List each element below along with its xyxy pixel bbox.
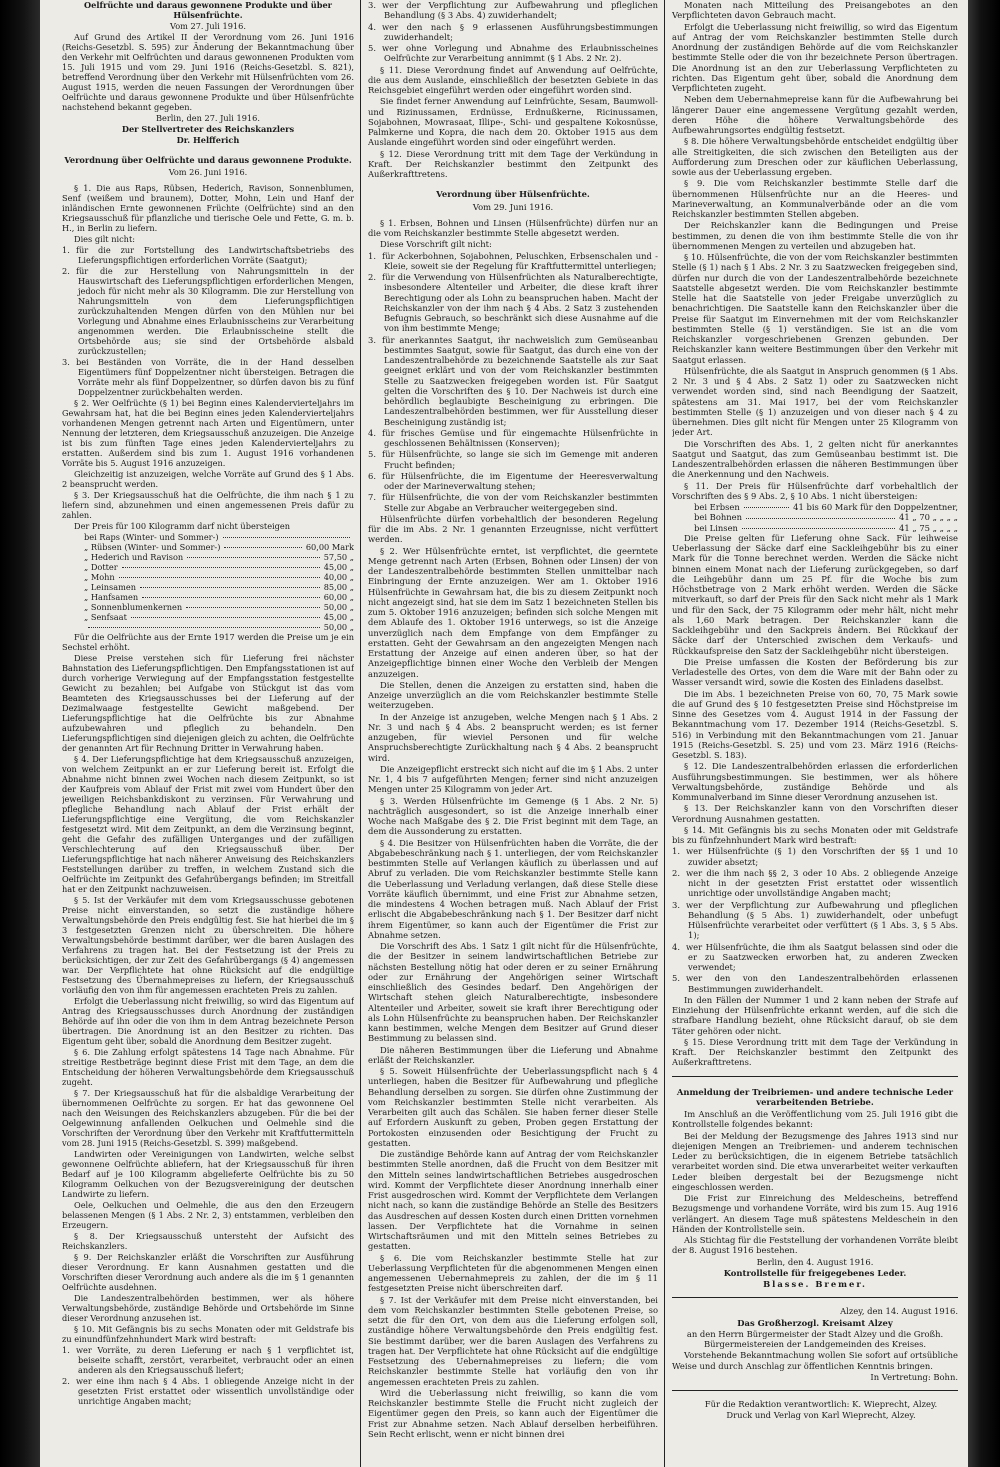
signer-name: Dr. Helfferich: [176, 135, 240, 145]
list-item: 2. für die zur Herstellung von Nahrungsmitteln in der Hauswirtschaft des Lieferungspflichtigen erforderlichen Mengen, jedoch für nicht mehr als 30 Kilogramm. Die zur Herstellung von Nahrungsmitteln von dem Lieferungspflichtigen zurückzuhaltenden Mengen dürfen von den Mühlen nur bei Vorlegung und Abnahme eines Erlaubnisscheins zur Verarbeitung angenommen werden. Die Erlaubnisscheine stellt die Ortsbehörde aus; sie sind der Ortsbehörde alsbald zurückzustellen;: [62, 266, 354, 356]
notice-title: Anmeldung der Treibriemen- und andere technische Leder verarbeitenden Betriebe.: [676, 1086, 954, 1107]
section-2-para: Die Stellen, denen die Anzeigen zu erstatten sind, haben die Anzeige unverzüglich an die vom Reichskanzler bestimmte Stelle weiterzugeben.: [368, 679, 658, 711]
section-1: § 1. Die aus Raps, Rübsen, Hederich, Ravison, Sonnenblumen, Senf (weißem und braunem), Dotter, Mohn, Lein und Hanf der inländischen Ernte gewonnenen Früchte (Oelfrüchte) sind an den Kriegsausschuß für pflanzliche und tierische Oele und Fette, G. m. b. H., in Berlin zu liefern.: [62, 183, 354, 233]
section-2-para: Die Anzeigepflicht erstreckt sich nicht auf die im § 1 Abs. 2 unter Nr. 1, 4 bis 7 aufgeführten Mengen; ferner sind nicht anzuzeigen Mengen unter 25 Kilogramm von jeder Art.: [368, 763, 658, 795]
price-row: „ Rübsen (Winter- und Sommer-) 60,00 Mark: [84, 542, 354, 552]
section-2: § 2. Wer Hülsenfrüchte erntet, ist verpflichtet, die geerntete Menge getrennt nach Arten (Erbsen, Bohnen oder Linsen) der von der Landeszentralbehörde bestimmten Stellen unmittelbar nach Einbringung der Ernte anzuzeigen. Wer am 1. Oktober 1916 Hülsenfrüchte in Gewahrsam hat, die bis zu diesem Zeitpunkt noch nicht angezeigt sind, hat sie dem im Satz 1 bezeichneten Stellen bis zum 5. Oktober 1916 anzuzeigen; befinden sich solche Mengen mit dem Ablaufe des 1. Oktober 1916 unterwegs, so ist die Anzeige unverzüglich nach dem Empfange von dem Empfänger zu erstatten. Geht der Gewahrsam an den angezeigten Mengen nach Erstattung der Anzeige auf einen anderen über, so hat der Anzeigepflichtige binnen einer Woche den Verbleib der Mengen anzuzeigen.: [368, 545, 658, 679]
list-item: 2. wer eine ihm nach § 4 Abs. 1 obliegende Anzeige nicht in der gesetzten Frist erstattet oder wissentlich unvollständige oder unrichtige Angaben macht;: [62, 1376, 354, 1406]
page-edge-right: [968, 0, 1000, 1467]
section-10: § 10. Hülsenfrüchte, die von der vom Reichskanzler bestimmten Stelle (§ 1) nach § 1 Abs. 2 Nr. 3 zu Saatzwecken freigegeben sind, dürfen nur durch die von der Landeszentralbehörde bezeichnete Saatstelle abgesetzt werden. Die vom Reichskanzler bestimmte Stelle hat die Saatstelle von jeder Freigabe unverzüglich zu benachrichtigen. Die Saatstelle kann den Reichskanzler über die Preise für Saatgut im Einvernehmen mit der vom Reichskanzler bestimmten Stelle (§ 1) verständigen. Sie ist an die vom Reichskanzler vorgeschriebenen Grenzen gebunden. Der Reichskanzler kann weitere Bestimmungen über den Verkehr mit Saatgut erlassen.: [672, 252, 958, 365]
column-rule: [664, 0, 665, 1467]
list-item: 1. für Ackerbohnen, Sojabohnen, Peluschken, Erbsenschalen und -Kleie, soweit sie der Regelung für Kraftfuttermittel unterliegen;: [368, 250, 658, 271]
paragraph: Erfolgt die Ueberlassung nicht freiwillig, so wird das Eigentum auf Antrag der vom Reichskanzler bestimmten Stelle durch Anordnung der zuständigen Behörde auf die vom Reichskanzler bestimmte Stelle oder die von ihr bezeichnete Person übertragen. Die Anordnung ist an den zur Ueberlassung Verpflichteten zu richten. Das Eigentum geht über, sobald die Anordnung dem Verpflichteten zugeht.: [672, 21, 958, 93]
section-5-para: Erfolgt die Ueberlassung nicht freiwillig, so wird das Eigentum auf Antrag des Kriegsausschusses durch Anordnung der zuständigen Behörde auf ihn oder die von ihm in dem Antrag bezeichnete Person übertragen. Die Anordnung ist an den Besitzer zu richten. Das Eigentum geht über, sobald die Anordnung dem Besitzer zugeht.: [62, 996, 354, 1046]
section-6: § 6. Die vom Reichskanzler bestimmte Stelle hat zur Ueberlassung Verpflichteten für die abgenommenen Mengen einen angemessenen Uebernahmepreis zu zahlen, der die im § 11 festgesetzten Preise nicht überschreiten darf.: [368, 1252, 658, 1294]
signer-title: Der Stellvertreter des Reichskanzlers: [121, 124, 295, 134]
section-2: § 2. Wer Oelfrüchte (§ 1) bei Beginn eines Kalendervierteljahrs im Gewahrsam hat, hat die bei Beginn eines jeden Kalendervierteljahrs vorhandenen Mengen getrennt nach Arten und Eigentümern, unter Nennung der letzteren, dem Kriegsausschuß anzuzeigen. Die Anzeige ist bis zum fünften Tage eines jeden Kalendervierteljahrs zu erstatten. Außerdem sind bis zum 1. August 1916 vorhandenen Vorräte bis 5. August 1916 anzuzeigen.: [62, 398, 354, 468]
section-2-para: In der Anzeige ist anzugeben, welche Mengen nach § 1 Abs. 2 Nr. 3 und nach § 4 Abs. 2 beansprucht werden; es ist ferner anzugeben, für wieviel Personen und für welche Anspruchsberechtigte Zurückhaltung nach § 4 Abs. 2 beansprucht wird.: [368, 711, 658, 763]
list-item: 3. für anerkanntes Saatgut, ihr nachweislich zum Gemüseanbau bestimmtes Saatgut, sowie für Saatgut, das durch eine von der Landeszentralbehörde zu bezeichnende Saatstelle als zur Saat geeignet erklärt und von der vom Reichskanzler bestimmten Stelle zu Saatzwecken freigegeben worden ist. Für Saatgut gelten die Vorschriften des § 10. Der Nachweis ist durch eine behördlich beglaubigte Bescheinigung zu erbringen. Die Landeszentralbehörden bestimmen, wer für Ausstellung dieser Bescheinigung zuständig ist;: [368, 334, 658, 427]
section-12: § 12. Die Landeszentralbehörden erlassen die erforderlichen Ausführungsbestimmungen. Sie bestimmen, wer als höhere Verwaltungsbehörde, zuständige Behörde und als Kommunalverband im Sinne dieser Verordnung anzusehen ist.: [672, 761, 958, 802]
price-row: „ Senfsaat 45,00 „: [84, 612, 354, 622]
ordinance-title: Verordnung über Hülsenfrüchte.: [436, 189, 590, 200]
ordinance-date: Vom 29. Juni 1916.: [472, 201, 554, 212]
price-row: bei Linsen 41 „ 75 „ „ „ „: [694, 522, 958, 533]
section-11-para: Sie findet ferner Anwendung auf Leinfrüchte, Sesam, Baumwoll- und Rizinussamen, Erdnüsse, Erdnußkerne, Ricinussamen, Sojabohnen, Mowrasaat, Illipe-, Schi- und gespaltene Kokosnüsse, Palmkerne und Kopra, die nach dem 20. Oktober 1915 aus dem Auslande eingeführt worden sind oder eingeführt werden.: [368, 96, 658, 148]
section-14: § 14. Mit Gefängnis bis zu sechs Monaten oder mit Geldstrafe bis zu fünfzehnhundert Mark wird bestraft:: [672, 824, 958, 845]
price-row: bei Bohnen 41 „ 70 „ „ „ „: [694, 512, 958, 523]
notice-paragraph: Im Anschluß an die Veröffentlichung vom 25. Juli 1916 gibt die Kontrollstelle folgendes bekannt:: [672, 1109, 958, 1130]
price-row: „ Sonnenblumenkernen 50,00 „: [84, 602, 354, 612]
section-2-note: Gleichzeitig ist anzuzeigen, welche Vorräte auf Grund des § 1 Abs. 2 beansprucht werden.: [62, 469, 354, 489]
section-7-para: Oele, Oelkuchen und Oelmehle, die aus den den Erzeugern belassenen Mengen (§ 1 Abs. 2 Nr. 2, 3) entstammen, verbleiben den Erzeugern.: [62, 1200, 354, 1230]
price-row: 50,00 „: [62, 622, 354, 632]
list-item: 4. wer den nach § 9 erlassenen Ausführungsbestimmungen zuwiderhandelt;: [368, 21, 658, 42]
notice-signature: In Vertretung: Bohn.: [870, 1371, 958, 1382]
intro-date: Berlin, den 27. Juli 1916.: [156, 113, 260, 123]
list-item: 1. für die zur Fortstellung des Landwirtschaftsbetriebs des Lieferungspflichtigen erforderlichen Vorräte (Saatgut);: [62, 245, 354, 265]
section-4: § 4. Die Besitzer von Hülsenfrüchten haben die Vorräte, die der Abgabebeschränkung nach § 1. unterliegen, der vom Reichskanzler bestimmten Stelle auf Verlangen käuflich zu überlassen und auf Abruf zu verladen. Die vom Reichskanzler bestimmte Stelle kann die Ueberlassung und Verladung verlangen, daß diese Stelle diese Vorräte käuflich übernimmt, und eine Frist zur Abnahme setzen, die mindestens 4 Wochen betragen muß. Nach Ablauf der Frist erlischt die Abgabebeschränkung nach § 1. Der Besitzer darf nicht ihrem Eigentümer, so kann auch der Eigentümer die Frist zur Abnahme setzen.: [368, 837, 658, 940]
section-3-para: Für die Oelfrüchte aus der Ernte 1917 werden die Preise um je ein Sechstel erhöht.: [62, 632, 354, 652]
newspaper-sheet: [40, 0, 968, 1467]
price-list: [62, 532, 354, 632]
price-row: bei Erbsen 41 bis 60 Mark für den Doppelzentner,: [694, 502, 958, 512]
price-row: „ Mohn 40,00 „: [84, 572, 354, 582]
divider: [672, 1390, 958, 1391]
section-11-para: Die Preise umfassen die Kosten der Beförderung bis zur Verladestelle des Ortes, von dem die Ware mit der Bahn oder zu Wasser versandt wird, sowie die Kosten des Einladens daselbst.: [672, 656, 958, 688]
column-3: [672, 0, 958, 1467]
section-4-para: Die Vorschrift des Abs. 1 Satz 1 gilt nicht für die Hülsenfrüchte, die der Besitzer in seinem landwirtschaftlichen Betriebe zur nächsten Bestellung nötig hat oder deren er zu seiner Ernährung oder zur Ernährung der Angehörigen seiner Wirtschaft einschließlich des Gesindes bedarf. Den Angehörigen der Wirtschaft stehen gleich Naturalberechtigte, insbesondere Altenteiler und Arbeiter, soweit sie kraft ihrer Berechtigung oder als Lohn Hülsenfrüchte zu beanspruchen haben. Der Reichskanzler kann bestimmen, welche Mengen dem Besitzer auf Grund dieser Bestimmung zu belassen sind.: [368, 941, 658, 1044]
section-4: § 4. Der Lieferungspflichtige hat dem Kriegsausschuß anzuzeigen, von welchem Zeitpunkt an er zur Lieferung bereit ist. Erfolgt die Abnahme nicht binnen zwei Wochen nach diesem Zeitpunkt, so ist der Kaufpreis vom Ablauf der Frist mit zwei vom Hundert über den jeweiligen Reichsbankdiskont zu verzinsen. Für Verwahrung und pflegliche Behandlung nach Ablauf der Frist erhält der Lieferungspflichtige eine Vergütung, die vom Reichskanzler festgesetzt wird. Mit dem Zeitpunkt, an dem die Verzinsung beginnt, geht die Gefahr des zufälligen Unterganges und der zufälligen Verschlechterung auf den Kriegsausschuß über. Der Lieferungspflichtige hat nach näherer Anweisung des Reichskanzlers Feststellungen darüber zu treffen, in welchem Zustand sich die Oelfrüchte im Zeitpunkt des Gefahrübergangs befinden; im Streitfall hat er den Zeitpunkt nachzuweisen.: [62, 754, 354, 894]
imprint-publisher: Druck und Verlag von Karl Wieprecht, Alzey.: [726, 1410, 916, 1421]
header-line: Oelfrüchte und daraus gewonnene Produkte und über Hülsenfrüchte.: [84, 0, 332, 20]
section-15: § 15. Diese Verordnung tritt mit dem Tage der Verkündung in Kraft. Der Reichskanzler bestimmt den Zeitpunkt des Außerkrafttretens.: [672, 1036, 958, 1068]
section-10-para: Hülsenfrüchte, die als Saatgut in Anspruch genommen (§ 1 Abs. 2 Nr. 3 und § 4 Abs. 2 Satz 1) oder zu Saatzwecken nicht verwendet worden sind, sind nach Beendigung der Saatzeit, spätestens am 31. Mai 1917, bei der vom Reichskanzler bestimmten Stelle (§ 1) anzuzeigen und von dieser nach § 4 zu übernehmen. Dies gilt nicht für Mengen unter 25 Kilogramm von jeder Art.: [672, 365, 958, 438]
section-10: § 10. Mit Gefängnis bis zu sechs Monaten oder mit Geldstrafe bis zu einundfünfzehnhundert Mark wird bestraft:: [62, 1324, 354, 1344]
list-item: 1. wer Hülsenfrüchte (§ 1) den Vorschriften der §§ 1 und 10 zuwider absetzt;: [672, 846, 958, 867]
section-8: § 8. Der Kriegsausschuß untersteht der Aufsicht des Reichskanzlers.: [62, 1231, 354, 1251]
section-4-para: Die näheren Bestimmungen über die Lieferung und Abnahme erläßt der Reichskanzler.: [368, 1044, 658, 1065]
notice-paragraph: Vorstehende Bekanntmachung wollen Sie sofort auf ortsübliche Weise und durch Anschlag zur öffentlichen Kenntnis bringen.: [672, 1350, 958, 1371]
list-item: 4. für frisches Gemüse und für eingemachte Hülsenfrüchte in geschlossenen Behältnissen (Konserven);: [368, 427, 658, 448]
section-3-para: Diese Preise verstehen sich für Lieferung frei nächster Bahnstation des Lieferungspflichtigen. Den Empfangsstationen ist auf durch vorherige Verwiegung auf der Empfangsstation festgestellte Gewicht zu bezahlen; bei Aufgabe von Stückgut ist das vom Beamteten des Kriegsausschusses bei der Lieferung auf der Dezimalwaage festgestellte Gewicht maßgebend. Der Lieferungspflichtige hat die Oelfrüchte bis zur Abnahme aufzubewahren und pfleglich zu behandeln. Den Lieferungspflichtigen sind diejenigen gleich zu achten, die Oelfrüchte der genannten Art für Rechnung Dritter in Verwahrung haben.: [62, 653, 354, 753]
list-item: 2. für die Verwendung von Hülsenfrüchten als Naturalberechtigte, insbesondere Altenteiler und Arbeiter, die diese kraft ihrer Berechtigung oder als Lohn zu beanspruchen haben. Macht der Reichskanzler von der ihm nach § 4 Abs. 2 Satz 3 zustehenden Befugnis Gebrauch, so beschränkt sich diese Ausnahme auf die von ihm bestimmte Menge;: [368, 272, 658, 334]
ordinance-title: Verordnung über Oelfrüchte und daraus gewonnene Produkte.: [64, 155, 352, 165]
column-2: [368, 0, 658, 1467]
list-item: 7. für Hülsenfrüchte, die von der vom Reichskanzler bestimmten Stelle zur Abgabe an Verbraucher weitergegeben sind.: [368, 492, 658, 513]
section-9: § 9. Die vom Reichskanzler bestimmte Stelle darf die übernommenen Hülsenfrüchte nur an die Heeres- und Marineverwaltung, an Kommunalverbände oder an die vom Reichskanzler bestimmten Stellen abgeben.: [672, 178, 958, 219]
list-item: 5. wer den von den Landeszentralbehörden erlassenen Bestimmungen zuwiderhandelt.: [672, 973, 958, 994]
column-rule: [360, 0, 361, 1467]
section-7-para: Wird die Ueberlassung nicht freiwillig, so kann die vom Reichskanzler bestimmte Stelle die Frucht nicht zugleich der Eigentümer gegen den Preis, so kann auch der Eigentümer die Frist zur Abnahme setzen. Nach Ablauf derselben herbeiführen. Sein Recht erlischt, wenn er nicht binnen drei: [368, 1387, 658, 1439]
section-12: § 12. Diese Verordnung tritt mit dem Tage der Verkündung in Kraft. Der Reichskanzler bestimmt den Zeitpunkt des Außerkrafttretens.: [368, 148, 658, 179]
section-13: § 13. Der Reichskanzler kann von den Vorschriften dieser Verordnung Ausnahmen gestatten.: [672, 803, 958, 824]
divider: [672, 1297, 958, 1298]
intro-paragraph: Auf Grund des Artikel II der Verordnung vom 26. Juni 1916 (Reichs-Gesetzbl. S. 595) zur Änderung der Bekanntmachung über den Verkehr mit Oelfrüchten und daraus gewonnenen Produkten vom 15. Juli 1915 und vom 29. Juni 1916 (Reichs-Gesetzbl. S. 821), betreffend Verordnung über den Verkehr mit Hülsenfrüchten vom 26. August 1915, werden die neuen Fassungen der Verordnungen über Oelfrüchte und daraus gewonnene Produkte und über Hülsenfrüchte nachstehend bekannt gegeben.: [62, 32, 354, 112]
section-7-para: Landwirten oder Vereinigungen von Landwirten, welche selbst gewonnene Oelfrüchte abliefern, hat der Kriegsausschuß für ihren Bedarf auf je 100 Kilogramm abgelieferte Oelfrüchte bis zu 50 Kilogramm Oelkuchen von der Bezugsvereinigung der deutschen Landwirte zu liefern.: [62, 1149, 354, 1199]
ordinance-date: Vom 26. Juni 1916.: [168, 167, 248, 177]
notice-date: Alzey, den 14. August 1916.: [840, 1306, 958, 1317]
list-item: 5. wer ohne Vorlegung und Abnahme des Erlaubnisscheines Oelfrüchte zur Verarbeitung annimmt (§ 1 Abs. 2 Nr. 2).: [368, 43, 658, 64]
section-9-para: Der Reichskanzler kann die Bedingungen und Preise bestimmen, zu denen die von ihm bestimmte Stelle die von ihr übernommenen Mengen zu verteilen und abzugeben hat.: [672, 220, 958, 251]
notice-date: Berlin, den 4. August 1916.: [756, 1256, 874, 1267]
price-row: „ Dotter 45,00 „: [84, 562, 354, 572]
price-row: „ Hederich und Ravison 57,50 „: [84, 552, 354, 562]
section-11-para: Die im Abs. 1 bezeichneten Preise von 60, 70, 75 Mark sowie die auf Grund des § 10 festgesetzten Preise sind Höchstpreise im Sinne des Gesetzes vom 4. August 1914 in der Fassung der Bekanntmachung vom 17. Dezember 1914 (Reichs-Gesetzbl. S. 516) in Verbindung mit den Bekanntmachungen vom 21. Januar 1915 (Reichs-Gesetzbl. S. 25) und vom 23. März 1916 (Reichs-Gesetzbl. S. 183).: [672, 688, 958, 760]
section-11: § 11. Diese Verordnung findet auf Anwendung auf Oelfrüchte, die aus dem Auslande, einschließlich der besetzten Gebiete in das Reichsgebiet eingeführt werden oder eingeführt worden sind.: [368, 64, 658, 95]
list-item: 3. wer der Verpflichtung zur Aufbewahrung und pfleglichen Behandlung (§ 5 Abs. 1) zuwiderhandelt, oder unbefugt Hülsenfrüchte verarbeitet oder verfüttert (§ 1 Abs. 3, § 5 Abs. 1);: [672, 899, 958, 941]
list-item: 3. bei Beständen von Vorräte, die in der Hand desselben Eigentümers fünf Doppelzentner nicht übersteigen. Betragen die Vorräte mehr als fünf Doppelzentner, so dürfen davon bis zu fünf Doppelzentner zurückbehalten werden.: [62, 357, 354, 397]
section-1-note: Dies gilt nicht:: [74, 234, 136, 244]
price-row: „ Leinsamen 85,00 „: [84, 582, 354, 592]
price-list: [672, 502, 958, 533]
header-date: Vom 27. Juli 1916.: [170, 21, 246, 31]
section-5: § 5. Ist der Verkäufer mit dem vom Kriegsausschusse gebotenen Preise nicht einverstanden, so setzt die zuständige höhere Verwaltungsbehörde den Preis endgültig fest. Sie hat hierbei die im § 3 festgesetzten Grenzen nicht zu überschreiten. Die höhere Verwaltungsbehörde bestimmt darüber, wer die baren Auslagen des Verfahrens zu tragen hat. Bei der Festsetzung ist der Preis zu berücksichtigen, der zur Zeit des Gefahrübergangs (§ 4) angemessen war. Der Verpflichtete hat ohne Rücksicht auf die endgültige Festsetzung des Übernahmepreises zu liefern, der Kriegsausschuß vorläufig den von ihm für angemessen erachteten Preis zu zahlen.: [62, 895, 354, 995]
section-10-para: Die Vorschriften des Abs. 1, 2 gelten nicht für anerkanntes Saatgut und Saatgut, das zum Gemüseanbau bestimmt ist. Die Landeszentralbehörden erlassen die näheren Bestimmungen über die Anerkennung und den Nachweis.: [672, 438, 958, 480]
imprint-editor: Für die Redaktion verantwortlich: K. Wieprecht, Alzey.: [704, 1399, 938, 1409]
section-3: § 3. Der Kriegsausschuß hat die Oelfrüchte, die ihm nach § 1 zu liefern sind, abzunehmen und einen angemessenen Preis dafür zu zahlen.: [62, 490, 354, 520]
section-14-para: In den Fällen der Nummer 1 und 2 kann neben der Strafe auf Einziehung der Hülsenfrüchte erkannt werden, auf die sich die strafbare Handlung bezieht, ohne Rücksicht darauf, ob sie dem Täter gehören oder nicht.: [672, 994, 958, 1036]
section-6: § 6. Die Zahlung erfolgt spätestens 14 Tage nach Abnahme. Für streitige Restbeträge beginnt diese Frist mit dem Tage, an dem die Entscheidung der höheren Verwaltungsbehörde dem Kriegsausschuß zugeht.: [62, 1047, 354, 1087]
notice-recipients: an den Herrn Bürgermeister der Stadt Alzey und die Großh. Bürgermeistereien der Landgemeinden des Kreises.: [686, 1328, 944, 1349]
section-9: § 9. Der Reichskanzler erläßt die Vorschriften zur Ausführung dieser Verordnung. Er kann Ausnahmen gestatten und die Vorschriften dieser Verordnung auch andere als die im § 1 genannten Oelfrüchte ausdehnen.: [62, 1252, 354, 1292]
list-item: 5. für Hülsenfrüchte, so lange sie sich im Gemenge mit anderen Frucht befinden;: [368, 449, 658, 470]
section-1: § 1. Erbsen, Bohnen und Linsen (Hülsenfrüchte) dürfen nur an die vom Reichskanzler bestimmte Stelle abgesetzt werden.: [368, 217, 658, 238]
price-row: bei Raps (Winter- und Sommer-): [62, 532, 354, 542]
paragraph: Neben dem Uebernahmepreise kann für die Aufbewahrung bei längerer Dauer eine angemessene Vergütung gezahlt werden, deren Höhe die höhere Verwaltungsbehörde des Aufbewahrungsortes endgültig festsetzt.: [672, 94, 958, 135]
section-11: § 11. Der Preis für Hülsenfrüchte darf vorbehaltlich der Vorschriften des § 9 Abs. 2, § 10 Abs. 1 nicht übersteigen:: [672, 480, 958, 501]
section-7: § 7. Ist der Verkäufer mit dem Preise nicht einverstanden, bei dem vom Reichskanzler bestimmten Stelle gebotenen Preise, so setzt die für den Ort, von dem aus die Lieferung erfolgen soll, zuständige höhere Verwaltungsbehörde den Preis endgültig fest. Sie bestimmt darüber, wer die baren Auslagen des Verfahrens zu tragen hat. Der Verpflichtete hat ohne Rücksicht auf die endgültige Festsetzung des Uebernahmepreises zu liefern; die vom Reichskanzler bestimmte Stelle hat vorläufig den von ihr angemessen erachteten Preis zu zahlen.: [368, 1294, 658, 1387]
section-5: § 5. Soweit Hülsenfrüchte der Ueberlassungspflicht nach § 4 unterliegen, haben die Besitzer für Aufbewahrung und pflegliche Behandlung derselben zu sorgen. Sie dürfen ohne Zustimmung der vom Reichskanzler bestimmten Stelle nicht verarbeiten. Als Verarbeiten gilt auch das Schälen. Sie haben ferner dieser Stelle auf Erfordern Auskunft zu geben, Proben gegen Erstattung der Portokosten einzusenden oder Besichtigung der Frucht zu gestatten.: [368, 1066, 658, 1148]
list-item: 6. für Hülsenfrüchte, die im Eigentume der Heeresverwaltung oder der Marineverwaltung stehen;: [368, 470, 658, 491]
list-item: 2. wer die ihm nach §§ 2, 3 oder 10 Abs. 2 obliegende Anzeige nicht in der gesetzten Frist erstattet oder wissentlich unrichtige oder unvollständige Angaben macht;: [672, 867, 958, 899]
list-item: 4. wer Hülsenfrüchte, die ihm als Saatgut belassen sind oder die er zu Saatzwecken erworben hat, zu anderen Zwecken verwendet;: [672, 941, 958, 972]
section-3: § 3. Werden Hülsenfrüchte im Gemenge (§ 1 Abs. 2 Nr. 5) nachträglich ausgesondert, so ist die Anzeige innerhalb einer Woche nach Maßgabe des § 2. Die Frist beginnt mit dem Tage, an dem die Aussonderung zu erstatten.: [368, 795, 658, 837]
price-row: „ Hanfsamen 60,00 „: [84, 592, 354, 602]
section-5-para: Die zuständige Behörde kann auf Antrag der vom Reichskanzler bestimmten Stelle anordnen, daß die Frucht von dem Besitzer mit den Mitteln seines landwirtschaftlichen Betriebes ausgedroschen wird. Kommt der Verpflichtete dieser Anordnung innerhalb einer Frist ausgedroschen wird. Kommt der Verpflichtete dem Verlangen nicht nach, so kann die zuständige Behörde an Stelle des Besitzers das Ausdreschen auf dessen Kosten durch einen Dritten vornehmen lassen. Der Verpflichtete hat die Vornahme in seinen Wirtschaftsräumen und mit den Mitteln seines Betriebes zu gestatten.: [368, 1149, 658, 1252]
section-7: § 7. Der Kriegsausschuß hat für die alsbaldige Verarbeitung der übernommenen Oelfrüchte zu sorgen. Er hat das gewonnene Oel nach den Weisungen des Reichskanzlers abzugeben. Für die bei der Oelgewinnung anfallenden Oelkuchen und Oelmehle sind die Vorschriften der Verordnung über den Verkehr mit Kraftfuttermitteln vom 28. Juni 1915 (Reichs-Gesetzbl. S. 399) maßgebend.: [62, 1088, 354, 1148]
section-1-para: Hülsenfrüchte dürfen vorbehaltlich der besonderen Regelung für die im Abs. 2 Nr. 1 genannten Erzeugnisse, nicht verfüttert werden.: [368, 513, 658, 545]
notice-paragraph: Die Frist zur Einreichung des Meldescheins, betreffend Bezugsmenge und vorhandene Vorräte, wird bis zum 15. Aug 1916 verlängert. An diesem Tage muß spätestens Meldeschein in den Händen der Kontrollstelle sein.: [672, 1193, 958, 1234]
notice-authority: Kontrollstelle für freigegebenes Leder.: [723, 1267, 907, 1278]
section-1-note: Diese Vorschrift gilt nicht:: [380, 239, 492, 250]
divider: [672, 1076, 958, 1077]
list-item: 1. wer Vorräte, zu deren Lieferung er nach § 1 verpflichtet ist, beiseite schafft, zerstört, verarbeitet, verbraucht oder an einen anderen als den Kriegsausschuß liefert;: [62, 1345, 354, 1375]
section-11-para: Die Preise gelten für Lieferung ohne Sack. Für leihweise Ueberlassung der Säcke darf eine Sackleihgebühr bis zu einer Mark für die Tonne berechnet werden. Werden die Säcke nicht binnen einem Monat nach der Lieferung zurückgegeben, so darf die Leihgebühr dann um 25 Pf. für die Woche bis zum Höchstbetrage von 2 Mark erhöht werden. Werden die Säcke mitverkauft, so darf der Preis für den Sack nicht mehr als 1 Mark und für den Sack, der 75 Kilogramm oder mehr hält, nicht mehr als 1,60 Mark betragen. Der Reichskanzler kann die Sackleihgebühr und den Sackpreis ändern. Bei Rückkauf der Säcke darf der Unterschied zwischen dem Verkaufs- und Rückkaufspreise den Satz der Sackleihgebühr nicht übersteigen.: [672, 532, 958, 656]
page-edge-left: [0, 0, 40, 1467]
column-1: [62, 0, 354, 1467]
notice-paragraph: Bei der Meldung der Bezugsmenge des Jahres 1913 sind nur diejenigen Mengen an Treibriemen- und anderem technischen Leder zu berücksichtigen, die in eigenem Betriebe tatsächlich verarbeitet worden sind. Die etwa unverarbeitet weiter verkauften Leder bleiben dergestalt bei der Bezugsmenge nicht eingeschlossen werden.: [672, 1130, 958, 1192]
notice-signers: Blasse. Bremer.: [763, 1279, 867, 1289]
notice-authority: Das Großherzogl. Kreisamt Alzey: [737, 1317, 893, 1328]
section-9-para: Die Landeszentralbehörden bestimmen, wer als höhere Verwaltungsbehörde, zuständige Behörde und Ortsbehörde im Sinne dieser Verordnung anzusehen ist.: [62, 1293, 354, 1323]
notice-paragraph: Als Stichtag für die Feststellung der vorhandenen Vorräte bleibt der 8. August 1916 bestehen.: [672, 1235, 958, 1256]
list-item: 3. wer der Verpflichtung zur Aufbewahrung und pfleglichen Behandlung (§ 3 Abs. 4) zuwiderhandelt;: [368, 0, 658, 21]
section-3-note: Der Preis für 100 Kilogramm darf nicht übersteigen: [74, 521, 291, 531]
continued-text: Monaten nach Mitteilung des Preisangebotes an den Verpflichteten davon Gebrauch macht.: [672, 0, 958, 21]
section-8: § 8. Die höhere Verwaltungsbehörde entscheidet endgültig über alle Streitigkeiten, die sich zwischen den Beteiligten aus der Aufforderung zum Dreschen oder zur käuflichen Ueberlassung, sowie aus der Ueberlassung ergeben.: [672, 136, 958, 177]
